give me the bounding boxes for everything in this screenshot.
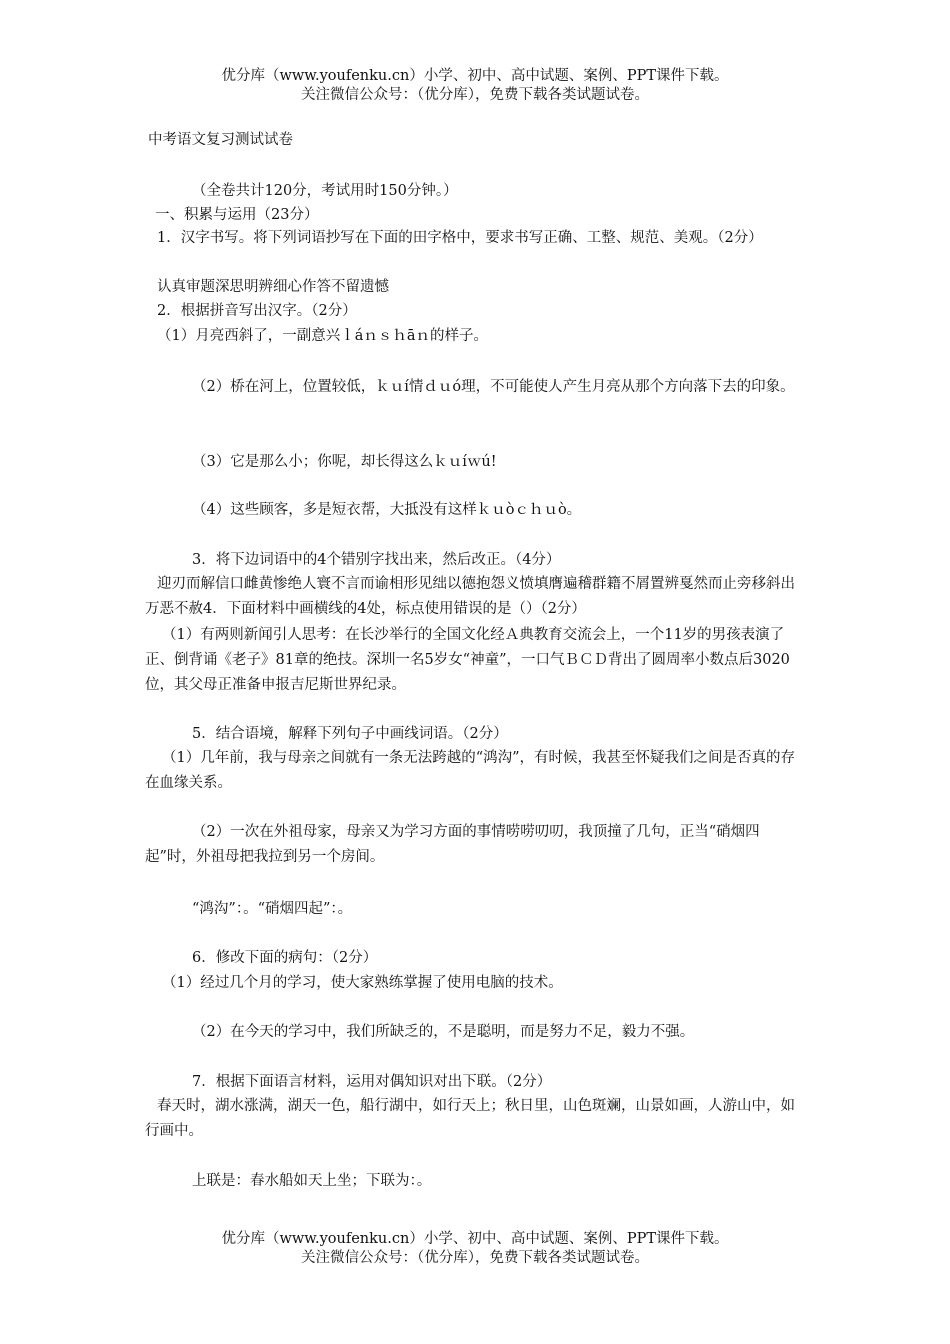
question-5-item-1: （1）几年前，我与母亲之间就有一条无法跨越的“鸿沟”，有时候，我甚至怀疑我们之间是否真的存在血缘关系。	[145, 750, 796, 791]
question-3-words: 迎刃而解信口雌黄惨绝人寰不言而谕相形见绌以德抱怨义愤填膺遍稽群籍不屑置辨戛然而止旁移斜出万恶不赦4．下面材料中画横线的4处，标点使用错误的是（）（2分）	[145, 576, 795, 617]
question-1-words: 认真审题深思明辨细心作答不留遗憾	[157, 279, 389, 295]
exam-intro: （全卷共计120分，考试用时150分钟。）	[192, 183, 458, 199]
question-2-item-2: （2）桥在河上，位置较低，ｋｕí情ｄｕó理，不可能使人产生月亮从那个方向落下去的印象。	[192, 379, 795, 395]
footer-line-2: 关注微信公众号：（优分库），免费下载各类试题试卷。	[301, 1250, 649, 1266]
page-header	[0, 67, 950, 105]
question-5: 5．结合语境，解释下列句子中画线词语。（2分）	[192, 726, 508, 742]
question-2-item-3: （3）它是那么小；你呢，却长得这么ｋｕíｗú!	[192, 454, 497, 470]
footer-line-1: 优分库（www.youfenku.cn）小学、初中、高中试题、案例、PPT课件下载。	[221, 1231, 729, 1247]
question-3: 3．将下边词语中的4个错别字找出来，然后改正。（4分）	[192, 552, 561, 568]
header-line-2: 关注微信公众号：（优分库），免费下载各类试题试卷。	[301, 87, 649, 103]
question-6-item-2: （2）在今天的学习中，我们所缺乏的，不是聪明，而是努力不足，毅力不强。	[192, 1024, 695, 1040]
question-2: 2．根据拼音写出汉字。（2分）	[157, 303, 357, 319]
question-4-item-1: （1）有两则新闻引人思考：在长沙举行的全国文化经Ａ典教育交流会上，一个11岁的男孩表演了正、倒背诵《老子》81章的绝技。深圳一名5岁女“神童”，一口气ＢＣＤ背出了圆周率小数点后3020位，其父母正准备申报吉尼斯世界纪录。	[145, 627, 790, 693]
question-6: 6．修改下面的病句：（2分）	[192, 950, 378, 966]
question-7-material: 春天时，湖水涨满，湖天一色，船行湖中，如行天上；秋日里，山色斑斓，山景如画，人游山中，如行画中。	[145, 1098, 795, 1139]
page-footer	[0, 1230, 950, 1268]
question-5-item-2: （2）一次在外祖母家，母亲又为学习方面的事情唠唠叨叨，我顶撞了几句，正当“硝烟四起”时，外祖母把我拉到另一个房间。	[145, 824, 760, 865]
question-6-item-1: （1）经过几个月的学习，使大家熟练掌握了使用电脑的技术。	[162, 975, 563, 991]
question-2-item-1: （1）月亮西斜了，一副意兴ｌáｎｓｈāｎ的样子。	[157, 328, 489, 344]
question-1: 1．汉字书写。将下列词语抄写在下面的田字格中，要求书写正确、工整、规范、美观。（2分）	[157, 230, 763, 246]
question-7-answer-line: 上联是：春水船如天上坐；下联为：。	[192, 1173, 432, 1189]
question-5-answer-line: “鸿沟”：。“硝烟四起”：。	[192, 901, 353, 917]
section-1-heading: 一、积累与运用（23分）	[155, 207, 319, 223]
question-7: 7．根据下面语言材料，运用对偶知识对出下联。（2分）	[192, 1074, 552, 1090]
header-line-1: 优分库（www.youfenku.cn）小学、初中、高中试题、案例、PPT课件下载。	[221, 68, 729, 84]
doc-title: 中考语文复习测试试卷	[148, 132, 293, 148]
question-2-item-4: （4）这些顾客，多是短衣帮，大抵没有这样ｋｕòｃｈｕò。	[192, 502, 582, 518]
